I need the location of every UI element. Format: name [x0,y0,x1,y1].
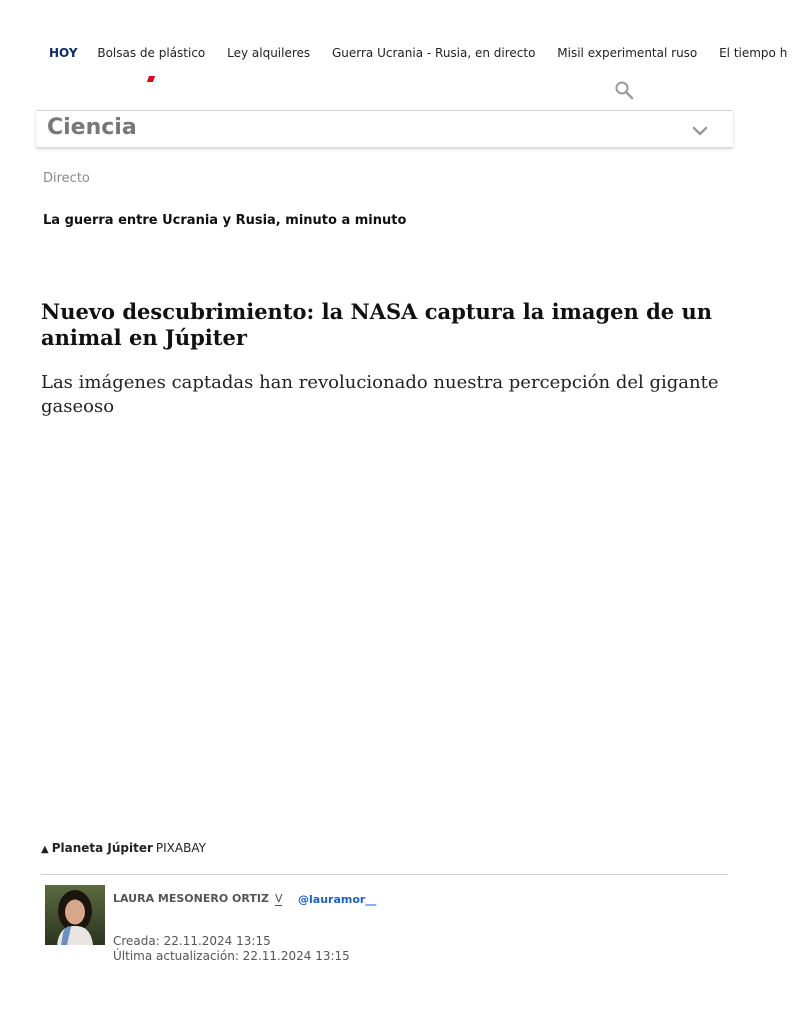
updated-date: Última actualización: 22.11.2024 13:15 [113,949,350,963]
nav-item-rent-law[interactable]: Ley alquileres [227,46,311,60]
top-navigation [49,46,788,64]
nav-item-russian-missile[interactable]: Misil experimental ruso [557,46,698,60]
nav-item-plastic-bags[interactable]: Bolsas de plástico [97,46,206,60]
caption-title: Planeta Júpiter [51,841,153,855]
section-title: Ciencia [47,115,137,140]
avatar[interactable] [45,885,105,945]
article-headline: Nuevo descubrimiento: la NASA captura la imagen de un animal en Júpiter [41,299,712,350]
brand-accent-mark [147,76,155,82]
author-handle-link[interactable]: @lauramor__ [298,893,377,906]
article-dates [113,934,350,964]
live-headline-link[interactable]: La guerra entre Ucrania y Rusia, minuto a minuto [43,213,407,228]
divider [41,874,728,875]
search-icon[interactable] [614,80,634,100]
caption-arrow-icon: ▲ [41,844,49,855]
nav-item-ukraine-war[interactable]: Guerra Ucrania - Rusia, en directo [331,46,536,60]
caption-credit: PIXABAY [155,841,206,855]
image-caption [41,841,206,855]
verified-mark: V [274,892,283,905]
author-name-text: LAURA MESONERO ORTIZ [113,892,269,905]
section-bar[interactable] [36,110,733,147]
created-date: Creada: 22.11.2024 13:15 [113,934,271,948]
article-subhead: Las imágenes captadas han revolucionado nuestra percepción del gigante gaseoso [41,372,719,417]
author-name[interactable] [113,892,282,905]
live-label: Directo [43,171,90,186]
nav-item-today[interactable]: HOY [49,46,78,60]
chevron-down-icon[interactable] [693,123,707,133]
nav-item-weather[interactable]: El tiempo h [719,46,788,60]
